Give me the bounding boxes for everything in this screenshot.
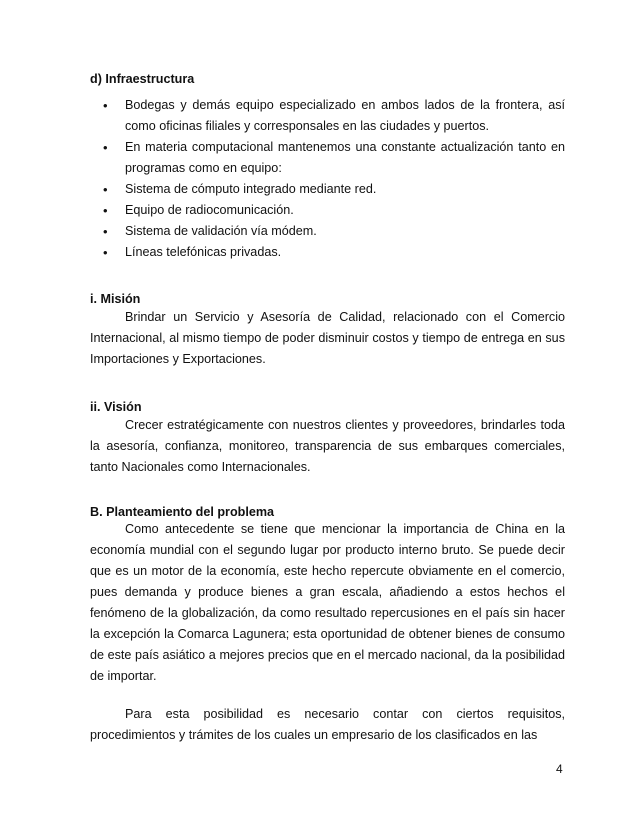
mision-heading: i. Misión <box>90 292 141 306</box>
list-item: • Equipo de radiocomunicación. <box>103 200 565 221</box>
planteamiento-paragraph-2: Para esta posibilidad es necesario contar con ciertos requisitos, procedimientos y trámites de los cuales un empresario de los clasificados en las <box>90 707 565 742</box>
list-item: • Líneas telefónicas privadas. <box>103 242 565 263</box>
planteamiento-paragraph-1: Como antecedente se tiene que mencionar la importancia de China en la economía mundial con el segundo lugar por producto interno bruto. Se puede decir que es un motor de la economía, este hecho repercute obviamente en el comercio, pues demanda y produce bienes a gran escala, añadiendo a estos hechos el fenómeno de la globalización, da como resultado repercusiones en el país sin hacer la excepción la Comarca Lagunera; esta oportunidad de obtener bienes de consumo de este país asiático a mejores precios que en el mercado nacional, da la posibilidad de importar. <box>90 522 565 683</box>
vision-heading: ii. Visión <box>90 400 142 414</box>
page-number: 4 <box>556 762 563 776</box>
planteamiento-heading: B. Planteamiento del problema <box>90 505 275 519</box>
list-item: • En materia computacional mantenemos una constante actualización tanto en programas como en equipo: <box>103 137 565 179</box>
list-item: • Sistema de cómputo integrado mediante red. <box>103 179 565 200</box>
infraestructura-heading: d) Infraestructura <box>90 72 195 86</box>
list-item: • Sistema de validación vía módem. <box>103 221 565 242</box>
mision-paragraph: Brindar un Servicio y Asesoría de Calidad, relacionado con el Comercio Internacional, al mismo tiempo de poder disminuir costos y tiempo de entrega en sus Importaciones y Exportaciones. <box>90 310 565 366</box>
list-item: • Bodegas y demás equipo especializado en ambos lados de la frontera, así como oficinas filiales y corresponsales en las ciudades y puertos. <box>103 95 565 137</box>
infraestructura-list <box>103 95 565 263</box>
vision-paragraph: Crecer estratégicamente con nuestros clientes y proveedores, brindarles toda la asesoría, confianza, monitoreo, transparencia de sus embarques comerciales, tanto Nacionales como Internacionales. <box>90 418 565 474</box>
